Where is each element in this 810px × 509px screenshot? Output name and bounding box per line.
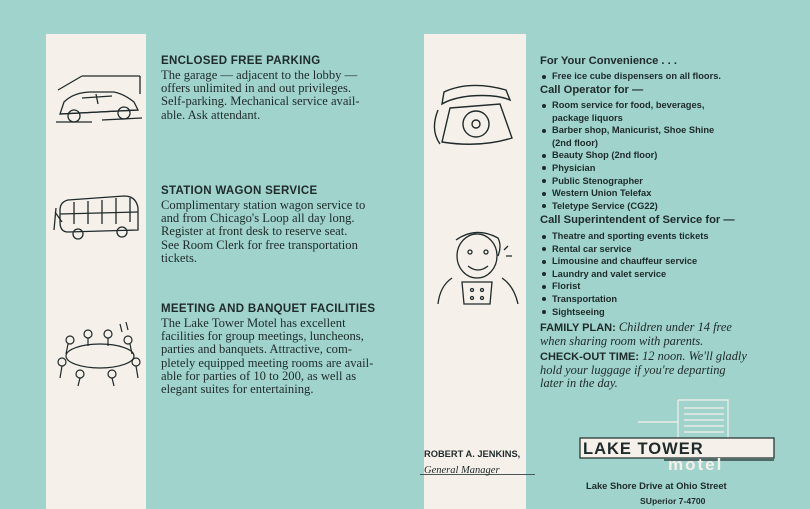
list-item: Western Union Telefax bbox=[540, 187, 775, 200]
list-item: Limousine and chauffeur service bbox=[540, 255, 775, 268]
family-plan bbox=[540, 321, 790, 348]
station-wagon-heading: STATION WAGON SERVICE bbox=[161, 185, 318, 197]
station-wagon-illustration bbox=[54, 192, 142, 248]
checkout-text: 12 noon. We'll gladly hold your luggage if you're departing later in the day. bbox=[540, 349, 747, 391]
manager-title: General Manager bbox=[424, 465, 500, 476]
list-item: Beauty Shop (2nd floor) bbox=[540, 149, 775, 162]
list-item: Theatre and sporting events tickets bbox=[540, 230, 775, 243]
address: Lake Shore Drive at Ohio Street bbox=[586, 480, 727, 491]
telephone-illustration bbox=[430, 80, 522, 152]
superintendent-list bbox=[540, 230, 775, 318]
operator-list bbox=[540, 99, 775, 212]
convenience-list bbox=[540, 70, 775, 83]
bellman-illustration bbox=[432, 226, 522, 306]
list-item: Teletype Service (CG22) bbox=[540, 200, 775, 213]
list-item: Sightseeing bbox=[540, 306, 775, 319]
meeting-illustration bbox=[50, 320, 144, 386]
meeting-heading: MEETING AND BANQUET FACILITIES bbox=[161, 303, 376, 315]
family-plan-text: Children under 14 free when sharing room with parents. bbox=[540, 320, 732, 349]
checkout-time bbox=[540, 350, 790, 391]
meeting-body: The Lake Tower Motel has excellent facilities for group meetings, luncheons, parties and banquets. Attractive, com- pletely equipped meeting rooms are avail- able for parties of 10 to 200, as well as elegant suites for entertaining. bbox=[161, 316, 374, 397]
list-item: Rental car service bbox=[540, 243, 775, 256]
logo-sub-text: motel bbox=[668, 455, 724, 474]
car-illustration bbox=[52, 72, 144, 132]
convenience-heading: For Your Convenience . . . bbox=[540, 55, 677, 67]
phone-number: SUperior 7-4700 bbox=[640, 496, 706, 506]
list-item: Public Stenographer bbox=[540, 175, 775, 188]
station-wagon-body: Complimentary station wagon service to and from Chicago's Loop all day long. Register at front desk to reserve seat. See Room Clerk for free transportation tickets. bbox=[161, 198, 366, 265]
operator-heading: Call Operator for — bbox=[540, 84, 644, 96]
manager-name: ROBERT A. JENKINS, bbox=[424, 449, 521, 459]
list-item: Physician bbox=[540, 162, 775, 175]
list-item: Florist bbox=[540, 280, 775, 293]
list-item: Laundry and valet service bbox=[540, 268, 775, 281]
list-item: Barber shop, Manicurist, Shoe Shine (2nd floor) bbox=[540, 124, 775, 149]
list-item: Room service for food, beverages, package liquors bbox=[540, 99, 775, 124]
checkout-label: CHECK-OUT TIME: bbox=[540, 351, 639, 363]
parking-heading: ENCLOSED FREE PARKING bbox=[161, 55, 321, 67]
parking-body: The garage — adjacent to the lobby — offers unlimited in and out privileges. Self-parking. Mechanical service avail- able. Ask attendant. bbox=[161, 68, 360, 122]
family-plan-label: FAMILY PLAN: bbox=[540, 322, 616, 334]
list-item: Transportation bbox=[540, 293, 775, 306]
logo-main-text: LAKE TOWER bbox=[583, 440, 704, 458]
list-item: Free ice cube dispensers on all floors. bbox=[540, 70, 775, 83]
superintendent-heading: Call Superintendent of Service for — bbox=[540, 214, 735, 226]
